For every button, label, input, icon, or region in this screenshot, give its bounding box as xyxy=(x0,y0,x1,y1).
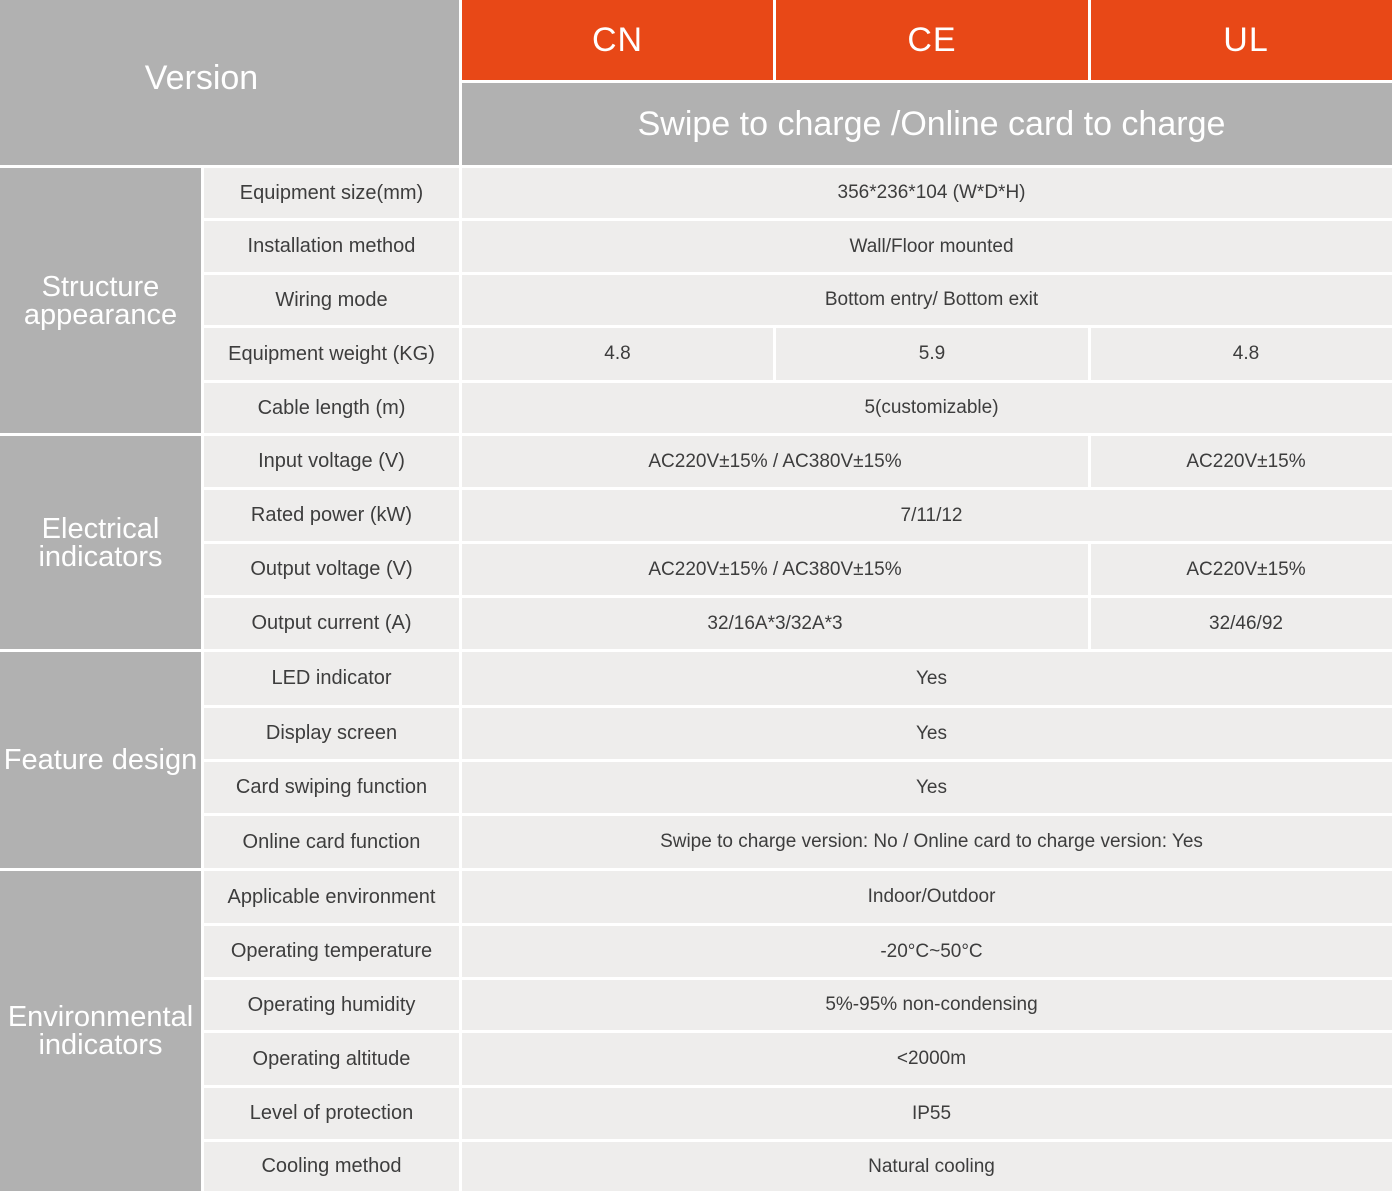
group-electrical-indicators: Electrical indicators xyxy=(0,436,201,649)
value-level-of-protection: IP55 xyxy=(462,1088,1392,1139)
group-feature-design: Feature design xyxy=(0,652,201,868)
column-header-ul: UL xyxy=(1091,0,1392,80)
row-label-equipment-size: Equipment size(mm) xyxy=(204,168,459,218)
value-installation-method: Wall/Floor mounted xyxy=(462,221,1392,272)
value-operating-humidity: 5%-95% non-condensing xyxy=(462,980,1392,1030)
value-cable-length: 5(customizable) xyxy=(462,383,1392,433)
row-label-applicable-environment: Applicable environment xyxy=(204,871,459,923)
row-label-operating-humidity: Operating humidity xyxy=(204,980,459,1030)
value-equipment-weight-ul: 4.8 xyxy=(1091,328,1392,380)
row-label-cooling-method: Cooling method xyxy=(204,1142,459,1191)
row-label-output-current: Output current (A) xyxy=(204,598,459,649)
value-equipment-weight-cn: 4.8 xyxy=(462,328,773,380)
row-label-equipment-weight: Equipment weight (KG) xyxy=(204,328,459,380)
value-output-current-ul: 32/46/92 xyxy=(1091,598,1392,649)
value-output-voltage-cn-ce: AC220V±15% / AC380V±15% xyxy=(462,544,1088,595)
column-header-cn: CN xyxy=(462,0,773,80)
column-header-ce: CE xyxy=(776,0,1088,80)
value-input-voltage-ul: AC220V±15% xyxy=(1091,436,1392,487)
value-wiring-mode: Bottom entry/ Bottom exit xyxy=(462,275,1392,325)
value-cooling-method: Natural cooling xyxy=(462,1142,1392,1191)
row-label-output-voltage: Output voltage (V) xyxy=(204,544,459,595)
value-operating-temperature: -20°C~50°C xyxy=(462,926,1392,977)
row-label-input-voltage: Input voltage (V) xyxy=(204,436,459,487)
group-environmental-indicators: Environmental indicators xyxy=(0,871,201,1191)
version-label: Version xyxy=(144,59,259,97)
value-input-voltage-cn-ce: AC220V±15% / AC380V±15% xyxy=(462,436,1088,487)
mode-header: Swipe to charge /Online card to charge xyxy=(462,83,1392,165)
value-output-voltage-ul: AC220V±15% xyxy=(1091,544,1392,595)
row-label-level-of-protection: Level of protection xyxy=(204,1088,459,1139)
value-equipment-size: 356*236*104 (W*D*H) xyxy=(462,168,1392,218)
row-label-led-indicator: LED indicator xyxy=(204,652,459,705)
row-label-display-screen: Display screen xyxy=(204,708,459,759)
row-label-rated-power: Rated power (kW) xyxy=(204,490,459,541)
value-applicable-environment: Indoor/Outdoor xyxy=(462,871,1392,923)
value-rated-power: 7/11/12 xyxy=(462,490,1392,541)
row-label-card-swiping: Card swiping function xyxy=(204,762,459,813)
group-structure-appearance: Structure appearance xyxy=(0,168,201,433)
value-card-swiping: Yes xyxy=(462,762,1392,813)
value-led-indicator: Yes xyxy=(462,652,1392,705)
row-label-online-card: Online card function xyxy=(204,816,459,868)
value-online-card: Swipe to charge version: No / Online card to charge version: Yes xyxy=(462,816,1392,868)
value-operating-altitude: <2000m xyxy=(462,1033,1392,1085)
row-label-wiring-mode: Wiring mode xyxy=(204,275,459,325)
row-label-cable-length: Cable length (m) xyxy=(204,383,459,433)
value-equipment-weight-ce: 5.9 xyxy=(776,328,1088,380)
value-output-current-cn-ce: 32/16A*3/32A*3 xyxy=(462,598,1088,649)
version-header xyxy=(0,0,459,165)
row-label-operating-temperature: Operating temperature xyxy=(204,926,459,977)
row-label-operating-altitude: Operating altitude xyxy=(204,1033,459,1085)
value-display-screen: Yes xyxy=(462,708,1392,759)
row-label-installation-method: Installation method xyxy=(204,221,459,272)
